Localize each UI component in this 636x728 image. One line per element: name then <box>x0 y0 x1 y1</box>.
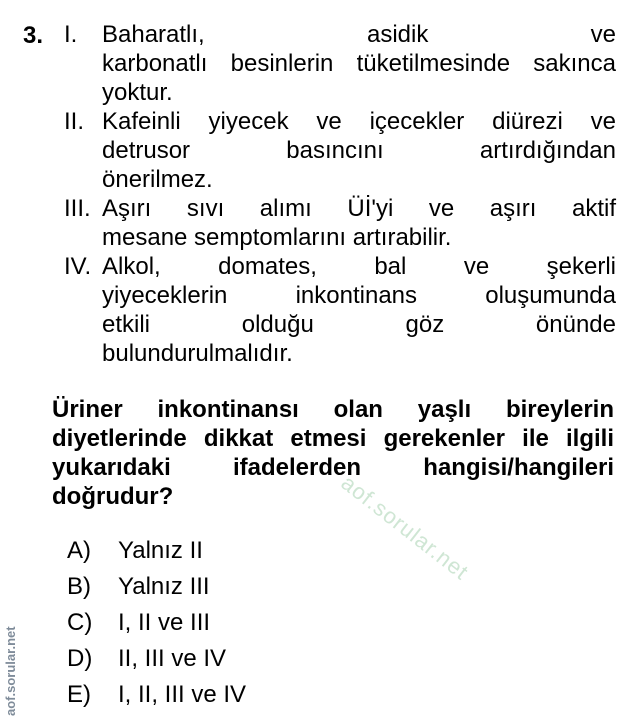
stem-line: Üriner inkontinansı olan yaşlı bireylerin <box>52 396 614 423</box>
question-stem <box>52 395 614 511</box>
statement-line: önerilmez. <box>102 166 213 193</box>
statement-text <box>102 252 616 368</box>
statement-line: Alkol, domates, bal ve şekerli <box>102 253 616 280</box>
option-letter: A) <box>67 537 91 564</box>
statement-line: Baharatlı, asidik ve <box>102 21 616 48</box>
statement-text <box>102 194 616 252</box>
option-text: I, II, III ve IV <box>118 681 247 708</box>
option-text: II, III ve IV <box>118 645 227 672</box>
stem-line: diyetlerinde dikkat etmesi gerekenler ile ilgili <box>52 425 614 452</box>
statement-line: etkili olduğu göz önünde <box>102 311 616 338</box>
statement-line: bulundurulmalıdır. <box>102 340 293 367</box>
option-a[interactable] <box>67 533 246 569</box>
stem-line: doğrudur? <box>52 483 174 510</box>
question-number: 3. <box>23 22 44 49</box>
statement-numeral: III. <box>64 195 91 222</box>
statement-line: yiyeceklerin inkontinans oluşumunda <box>102 282 616 309</box>
statement-line: yoktur. <box>102 79 173 106</box>
statement-numeral: I. <box>64 21 78 48</box>
statement-line: karbonatlı besinlerin tüketilmesinde sakınca <box>102 50 616 77</box>
statement-line: mesane semptomlarını artırabilir. <box>102 224 452 251</box>
option-d[interactable] <box>67 641 246 677</box>
statement-line: Kafeinli yiyecek ve içecekler diürezi ve <box>102 108 616 135</box>
option-text: Yalnız II <box>118 537 203 564</box>
watermark-diagonal: aof.sorular.net <box>336 470 474 585</box>
statement-line: detrusor basıncını artırdığından <box>102 137 616 164</box>
answer-options <box>67 533 246 713</box>
statement-text <box>102 20 616 107</box>
option-letter: C) <box>67 609 93 636</box>
stem-line: yukarıdaki ifadelerden hangisi/hangileri <box>52 454 614 481</box>
option-e[interactable] <box>67 677 246 713</box>
statement-numeral: IV. <box>64 253 92 280</box>
statement-line: Aşırı sıvı alımı Üİ'yi ve aşırı aktif <box>102 195 616 222</box>
watermark-side: aof.sorular.net <box>3 626 18 716</box>
option-text: I, II ve III <box>118 609 211 636</box>
option-text: Yalnız III <box>118 573 210 600</box>
statement-text <box>102 107 616 194</box>
statement-numeral: II. <box>64 108 85 135</box>
option-letter: B) <box>67 573 91 600</box>
option-c[interactable] <box>67 605 246 641</box>
option-letter: D) <box>67 645 93 672</box>
option-letter: E) <box>67 681 91 708</box>
option-b[interactable] <box>67 569 246 605</box>
